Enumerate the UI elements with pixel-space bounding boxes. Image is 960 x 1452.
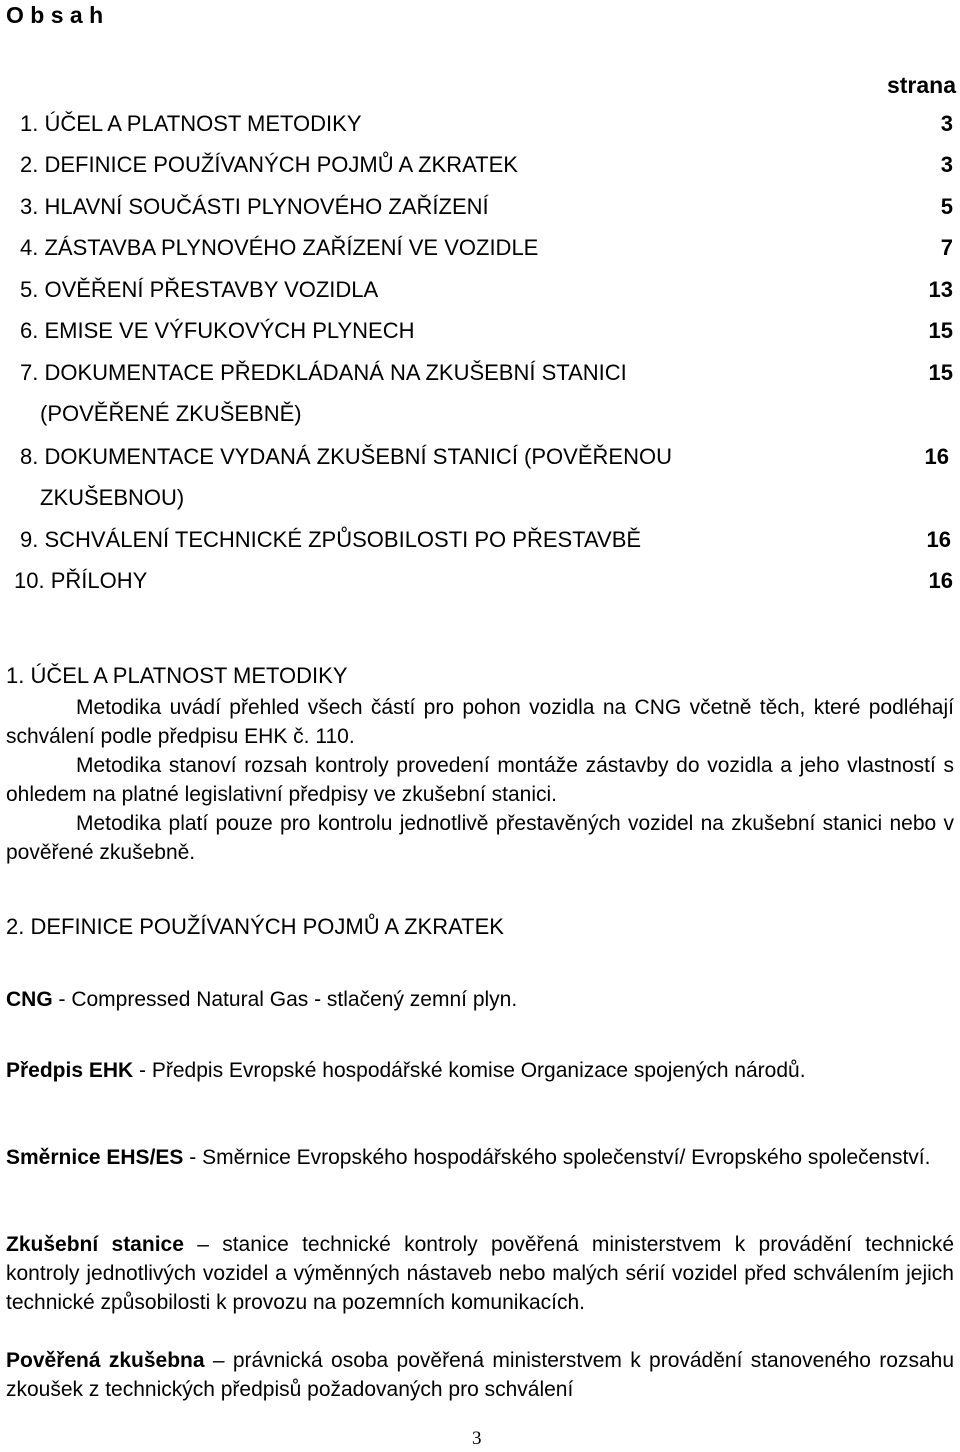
toc-entry[interactable] — [20, 360, 953, 390]
toc-label: 4. ZÁSTAVBA PLYNOVÉHO ZAŘÍZENÍ VE VOZIDLE — [20, 235, 539, 260]
toc-entry[interactable] — [20, 277, 953, 307]
toc-entry[interactable] — [20, 318, 953, 348]
toc-label: (POVĚŘENÉ ZKUŠEBNĚ) — [40, 401, 302, 426]
section-2-title: 2. DEFINICE POUŽÍVANÝCH POJMŮ A ZKRATEK — [6, 914, 504, 939]
section-1-paragraph — [6, 693, 954, 751]
section-1-paragraph — [6, 809, 954, 867]
section-1-title: 1. ÚČEL A PLATNOST METODIKY — [6, 663, 348, 688]
toc-label: 1. ÚČEL A PLATNOST METODIKY — [20, 111, 362, 136]
toc-label: 7. DOKUMENTACE PŘEDKLÁDANÁ NA ZKUŠEBNÍ STANICI — [20, 360, 627, 385]
toc-label: 8. DOKUMENTACE VYDANÁ ZKUŠEBNÍ STANICÍ (POVĚŘENOU — [20, 444, 672, 469]
toc-label: 6. EMISE VE VÝFUKOVÝCH PLYNECH — [20, 318, 415, 343]
toc-entry-continuation[interactable] — [20, 485, 953, 515]
toc-entry[interactable] — [20, 527, 953, 557]
toc-entry-continuation[interactable] — [20, 401, 953, 431]
definition-text: – právnická osoba pověřená ministerstvem k provádění stanoveného rozsahu zkoušek z technických předpisů požadovaných pro schválení — [6, 1349, 955, 1401]
definition-term: Předpis EHK — [6, 1059, 134, 1082]
toc-page: 7 — [940, 235, 953, 260]
toc-page: 13 — [928, 277, 953, 302]
toc-entry[interactable] — [20, 235, 953, 265]
toc-page: 16 — [926, 527, 951, 552]
toc-page: 16 — [928, 568, 953, 593]
toc-entry[interactable] — [14, 568, 953, 598]
toc-page: 3 — [940, 111, 953, 136]
section-1-paragraph — [6, 751, 954, 809]
definition-term: CNG — [6, 988, 53, 1011]
definition-item — [6, 1230, 954, 1317]
toc-label: 9. SCHVÁLENÍ TECHNICKÉ ZPŮSOBILOSTI PO PŘESTAVBĚ — [20, 527, 642, 552]
definition-term: Zkušební stanice — [6, 1233, 184, 1256]
definition-text: - Předpis Evropské hospodářské komise Organizace spojených národů. — [133, 1059, 806, 1082]
definition-item — [6, 1056, 954, 1085]
page-number: 3 — [472, 1428, 482, 1449]
definition-item — [6, 985, 954, 1014]
definition-text: – stanice technické kontroly pověřená ministerstvem k provádění technické kontroly jednotlivých vozidel a výměnných nástaveb nebo malých sérií vozidel před schválením jejich technické způsobilosti k provozu na pozemních komunikacích. — [6, 1233, 954, 1314]
definition-item — [6, 1346, 954, 1404]
paragraph-text: Metodika uvádí přehled všech částí pro pohon vozidla na CNG včetně těch, které podléhají schválení podle předpisu EHK č. 110. — [6, 696, 954, 748]
definition-item — [6, 1143, 954, 1172]
toc-label: 2. DEFINICE POUŽÍVANÝCH POJMŮ A ZKRATEK — [20, 152, 518, 177]
toc-label: 5. OVĚŘENÍ PŘESTAVBY VOZIDLA — [20, 277, 379, 302]
toc-page: 16 — [924, 444, 949, 469]
definition-term: Pověřená zkušebna — [6, 1349, 205, 1372]
toc-page: 15 — [928, 360, 953, 385]
paragraph-text: Metodika stanoví rozsah kontroly provedení montáže zástavby do vozidla a jeho vlastností s ohledem na platné legislativní předpisy ve zkušební stanici. — [6, 754, 954, 806]
definition-text: - Compressed Natural Gas - stlačený zemní plyn. — [52, 988, 518, 1011]
toc-label: 10. PŘÍLOHY — [14, 568, 148, 593]
toc-label: 3. HLAVNÍ SOUČÁSTI PLYNOVÉHO ZAŘÍZENÍ — [20, 194, 489, 219]
contents-title: O b s a h — [6, 2, 104, 28]
toc-entry[interactable] — [20, 152, 953, 182]
definition-term: Směrnice EHS/ES — [6, 1146, 184, 1169]
toc-entry[interactable] — [20, 111, 953, 141]
toc-entry[interactable] — [20, 194, 953, 224]
toc-page: 15 — [928, 318, 953, 343]
page-column-label: strana — [886, 72, 956, 98]
toc-page: 5 — [940, 194, 953, 219]
definition-text: - Směrnice Evropského hospodářského společenství/ Evropského společenství. — [183, 1146, 931, 1169]
toc-entry[interactable] — [20, 444, 953, 474]
paragraph-text: Metodika platí pouze pro kontrolu jednotlivě přestavěných vozidel na zkušební stanici nebo v pověřené zkušebně. — [6, 812, 954, 864]
toc-label: ZKUŠEBNOU) — [40, 485, 185, 510]
toc-page: 3 — [940, 152, 953, 177]
